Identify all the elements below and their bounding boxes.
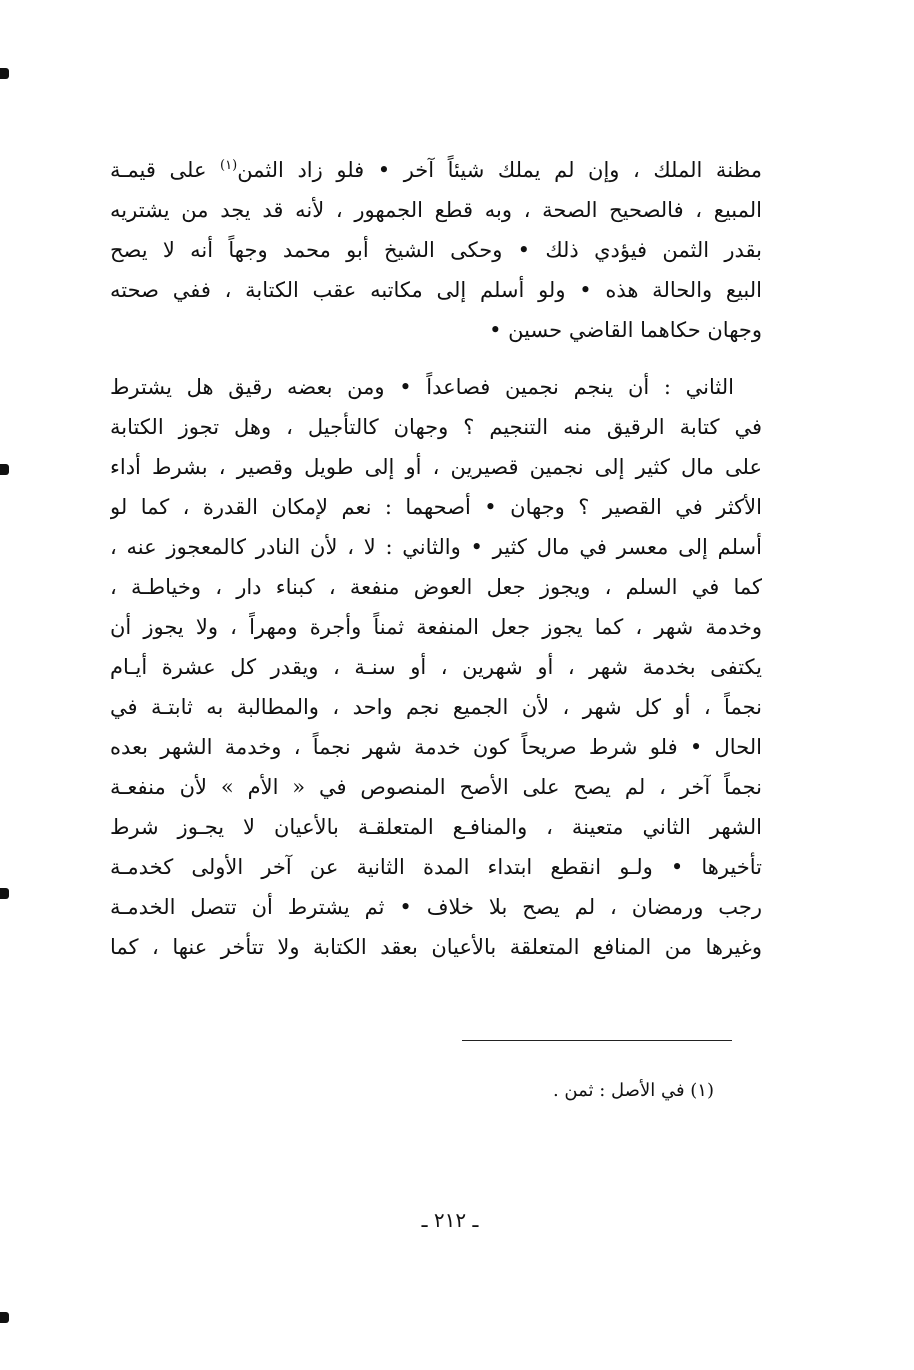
text-line: كما في السلم ، ويجوز جعل العوض منفعة ، كبناء دار ، وخياطـة ، [110, 575, 762, 599]
footnote: (١) في الأصل : ثمن . [552, 1080, 714, 1101]
text-line: بقدر الثمن فيؤدي ذلك • وحكى الشيخ أبو محمد وجهاً أنه لا يصح [110, 238, 762, 262]
text-line-part: مظنة الملك ، وإن لم يملك شيئاً آخر • فلو زاد الثمن [237, 158, 762, 182]
footnote-reference: (١) [220, 158, 238, 173]
text-line: يكتفى بخدمة شهر ، أو شهرين ، أو سنـة ، ويقدر كل عشرة أيـام [110, 655, 762, 679]
text-line: أسلم إلى معسر في مال كثير • والثاني : لا ، لأن النادر كالمعجوز عنه ، [110, 535, 762, 559]
text-line: الثاني : أن ينجم نجمين فصاعداً • ومن بعضه رقيق هل يشترط [110, 375, 734, 399]
text-line: تأخيرها • ولـو انقطع ابتداء المدة الثانية عن آخر الأولى كخدمـة [110, 855, 762, 879]
text-line: على مال كثير إلى نجمين قصيرين ، أو إلى طويل وقصير ، بشرط أداء [110, 455, 762, 479]
text-line: الشهر الثاني متعينة ، والمنافـع المتعلقـة بالأعيان لا يجـوز شرط [110, 815, 762, 839]
text-line [110, 150, 762, 190]
paragraph-2 [110, 367, 762, 967]
paragraph-1 [110, 150, 762, 350]
text-line: الحال • فلو شرط صريحاً كون خدمة شهر نجماً ، وخدمة الشهر بعده [110, 735, 762, 759]
text-line: وجهان حكاهما القاضي حسين • [489, 318, 762, 342]
text-line: الأكثر في القصير ؟ وجهان • أصحهما : نعم لإمكان القدرة ، كما لو [110, 495, 762, 519]
text-line: البيع والحالة هذه • ولو أسلم إلى مكاتبه عقب الكتابة ، ففي صحته [110, 278, 762, 302]
text-line: رجب ورمضان ، لم يصح بلا خلاف • ثم يشترط أن تتصل الخدمـة [110, 895, 762, 919]
text-line: نجماً آخر ، لم يصح على الأصح المنصوص في « الأم » لأن منفعـة [110, 775, 762, 799]
scan-edge-mark [0, 464, 9, 475]
text-line: نجماً ، أو كل شهر ، لأن الجميع نجم واحد ، والمطالبة به ثابتـة في [110, 695, 762, 719]
text-line: في كتابة الرقيق منه التنجيم ؟ وجهان كالتأجيل ، وهل تجوز الكتابة [110, 415, 762, 439]
footnote-separator [462, 1040, 732, 1041]
page-number: ـ ٢١٢ ـ [421, 1208, 479, 1232]
text-line: وخدمة شهر ، كما يجوز جعل المنفعة ثمناً وأجرة ومهراً ، ولا يجوز أن [110, 615, 762, 639]
text-line: المبيع ، فالصحيح الصحة ، وبه قطع الجمهور ، لأنه قد يجد من يشتريه [110, 198, 762, 222]
scan-edge-mark [0, 68, 9, 79]
scan-edge-mark [0, 1312, 9, 1323]
text-line-part: على قيمـة [110, 158, 221, 182]
scan-edge-mark [0, 888, 9, 899]
text-line: وغيرها من المنافع المتعلقة بالأعيان بعقد الكتابة ولا تتأخر عنها ، كما [110, 935, 762, 959]
